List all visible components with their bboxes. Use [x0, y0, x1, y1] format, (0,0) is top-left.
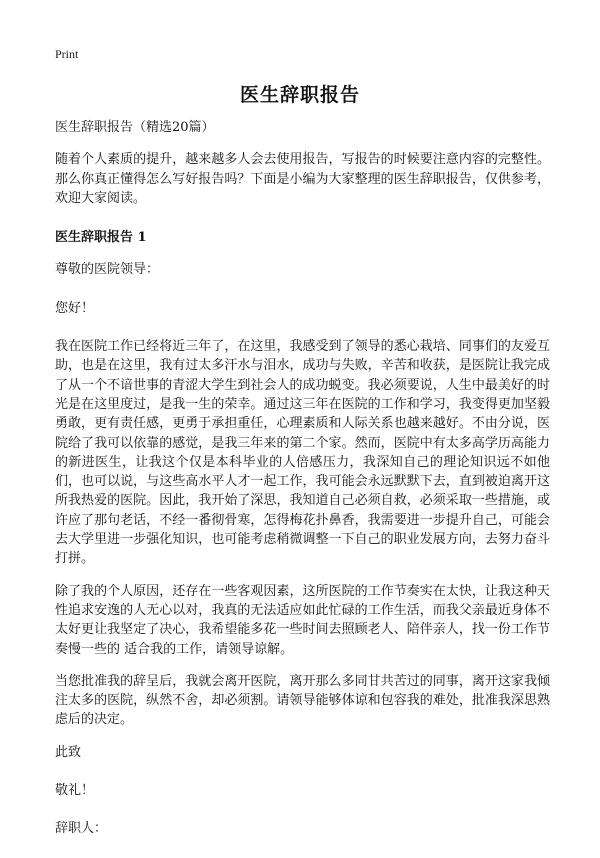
document-body [55, 118, 550, 858]
document-subtitle: 医生辞职报告（精选20篇） [55, 120, 215, 135]
intro-paragraph: 随着个人素质的提升，越来越多人会去使用报告，写报告的时候要注意内容的完整性。那么你真正懂得怎么写好报告吗？下面是小编为大家整理的医生辞职报告，仅供参考，欢迎大家阅读。 [55, 152, 550, 206]
closing-regards: 敬礼！ [55, 783, 95, 799]
signature-line: 辞职人： [55, 821, 108, 837]
section-heading: 医生辞职报告 1 [55, 230, 147, 246]
body-paragraph: 我在医院工作已经将近三年了，在这里，我感受到了领导的悉心栽培、同事们的友爱互助，也是在这里，我有过太多汗水与泪水，成功与失败，辛苦和收获，是医院让我完成了从一个不谙世事的青涩大学生到社会人的成功蜕变。我必须要说，人生中最美好的时光是在这里度过，是我一生的荣幸。通过这三年在医院的工作和学习，我变得更加坚毅勇敢，更有责任感，更勇于承担重任，心理素质和人际关系也越来越好。不由分说，医院给了我可以依靠的感觉，是我三年来的第二个家。然而，医院中有太多高学历高能力的新进医生，让我这个仅是本科毕业的人倍感压力，我深知自己的理论知识远不如他们，也可以说，与这些高水平人才一起工作，我可能会永远默默下去，直到被迫离开这所我热爱的医院。因此，我开始了深思，我知道自己必须自救，必须采取一些措施，或许应了那句老话，不经一番彻骨寒，怎得梅花扑鼻香，我需要进一步提升自己，可能会去大学里进一步强化知识，也可能考虑稍微调整一下自己的职业发展方向，去努力奋斗打拼。 [55, 339, 550, 567]
salutation: 尊敬的医院领导： [55, 262, 160, 278]
closing-salutation: 此致 [55, 744, 82, 760]
print-link[interactable]: Print [55, 47, 79, 61]
body-paragraph: 除了我的个人原因，还存在一些客观因素，这所医院的工作节奏实在太快，让我这种天性追求安逸的人无心以对，我真的无法适应如此忙碌的工作生活，而我父亲最近身体不太好更让我坚定了决心，我希望能多花一些时间去照顾老人、陪伴亲人，找一份工作节奏慢一些的 适合我的工作，请领导谅解。 [55, 583, 550, 657]
body-paragraph: 当您批准我的辞呈后，我就会离开医院，离开那么多同甘共苦过的同事，离开这家我倾注太多的医院，纵然不舍，却必须割。请领导能够体谅和包容我的难处，批准我深思熟虑后的决定。 [55, 673, 550, 728]
page-title: 医生辞职报告 [239, 84, 360, 106]
greeting: 您好！ [55, 300, 95, 316]
